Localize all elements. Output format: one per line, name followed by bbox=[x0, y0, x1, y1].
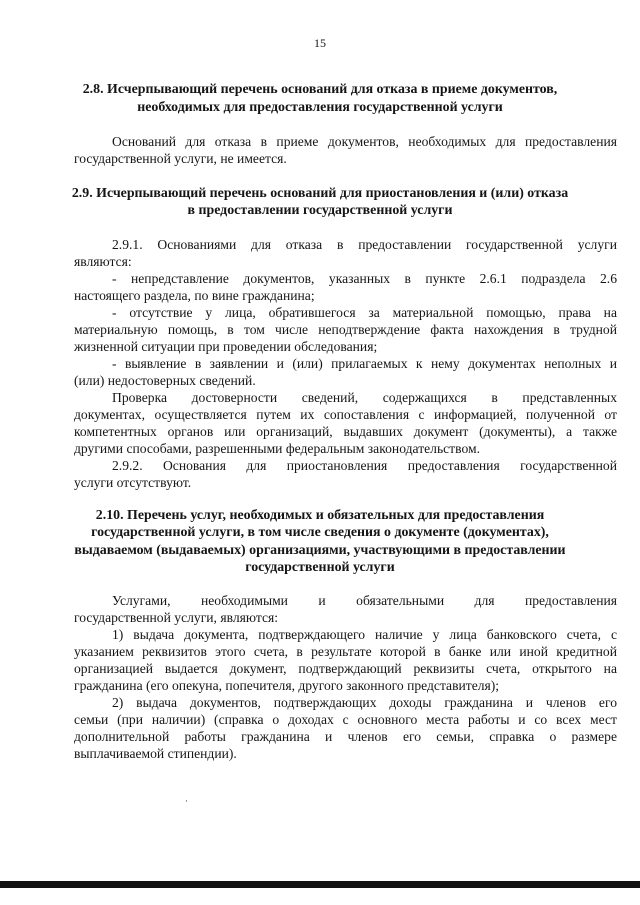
paragraph-line: компетентных органов или организаций, выдавших документ (документы), а также bbox=[74, 424, 617, 439]
list-item-line: 1) выдача документа, подтверждающего наличие у лица банковского счета, с bbox=[112, 627, 617, 642]
section-heading-line: выдаваемом (выдаваемых) организациями, участвующими в предоставлении bbox=[74, 543, 566, 558]
list-item-line: семьи (при наличии) (справка о доходах с основного места работы и со всех мест bbox=[74, 712, 617, 727]
section-heading-line: государственной услуги, в том числе сведения о документе (документах), bbox=[91, 525, 549, 540]
list-item-line: 2) выдача документов, подтверждающих доходы гражданина и членов его bbox=[112, 695, 617, 710]
section-heading-line: государственной услуги bbox=[245, 560, 395, 575]
section-heading-line: необходимых для предоставления государственной услуги bbox=[137, 100, 503, 115]
section-heading-line: 2.9. Исчерпывающий перечень оснований для приостановления и (или) отказа bbox=[71, 186, 569, 201]
section-heading-line: 2.10. Перечень услуг, необходимых и обязательных для предоставления bbox=[95, 508, 545, 523]
paragraph-line: другими способами, разрешенными федеральным законодательством. bbox=[74, 441, 480, 456]
paragraph-line: 2.9.1. Основаниями для отказа в предоставлении государственной услуги bbox=[112, 237, 617, 252]
page-number: 15 bbox=[314, 36, 326, 50]
list-item-line: организацией выдается документ, подтверждающий реквизиты счета, открытого на bbox=[74, 661, 617, 676]
bottom-rule bbox=[0, 881, 640, 888]
list-item-line: - непредставление документов, указанных в пункте 2.6.1 подраздела 2.6 bbox=[112, 271, 617, 286]
list-item-line: выплачиваемой стипендии). bbox=[74, 746, 237, 761]
paragraph-line: являются: bbox=[74, 254, 132, 269]
list-item-line: настоящего раздела, по вине гражданина; bbox=[74, 288, 315, 303]
list-item-line: - выявление в заявлении и (или) прилагаемых к нему документах неполных и bbox=[112, 356, 617, 371]
list-item-line: дополнительной работы гражданина и членов его семьи, справка о размере bbox=[74, 729, 617, 744]
list-item-line: жизненной ситуации при проведении обследования; bbox=[74, 339, 378, 354]
paragraph-line: 2.9.2. Основания для приостановления предоставления государственной bbox=[112, 458, 617, 473]
list-item-line: (или) недостоверных сведений. bbox=[74, 373, 256, 388]
section-heading-line: 2.8. Исчерпывающий перечень оснований для отказа в приеме документов, bbox=[82, 82, 558, 97]
list-item-line: гражданина (его опекуна, попечителя, другого законного представителя); bbox=[74, 678, 500, 693]
paragraph-line: государственной услуги, являются: bbox=[74, 610, 279, 625]
paragraph-line: Услугами, необходимыми и обязательными для предоставления bbox=[112, 593, 617, 608]
list-item-line: материальную помощь, в том числе неподтверждение факта нахождения в трудной bbox=[74, 322, 617, 337]
paragraph-line: Оснований для отказа в приеме документов, необходимых для предоставления bbox=[112, 134, 617, 149]
list-item-line: указанием реквизитов этого счета, в результате которой в банке или иной кредитной bbox=[74, 644, 617, 659]
section-heading-line: в предоставлении государственной услуги bbox=[187, 203, 453, 218]
paragraph-line: документах, осуществляется путем их сопоставления с информацией, полученной от bbox=[74, 407, 617, 422]
list-item-line: - отсутствие у лица, обратившегося за материальной помощью, права на bbox=[112, 305, 617, 320]
paragraph-line: государственной услуги, не имеется. bbox=[74, 151, 287, 166]
paragraph-line: услуги отсутствуют. bbox=[74, 475, 192, 490]
scan-speck bbox=[186, 800, 187, 802]
paragraph-line: Проверка достоверности сведений, содержащихся в представленных bbox=[112, 390, 617, 405]
